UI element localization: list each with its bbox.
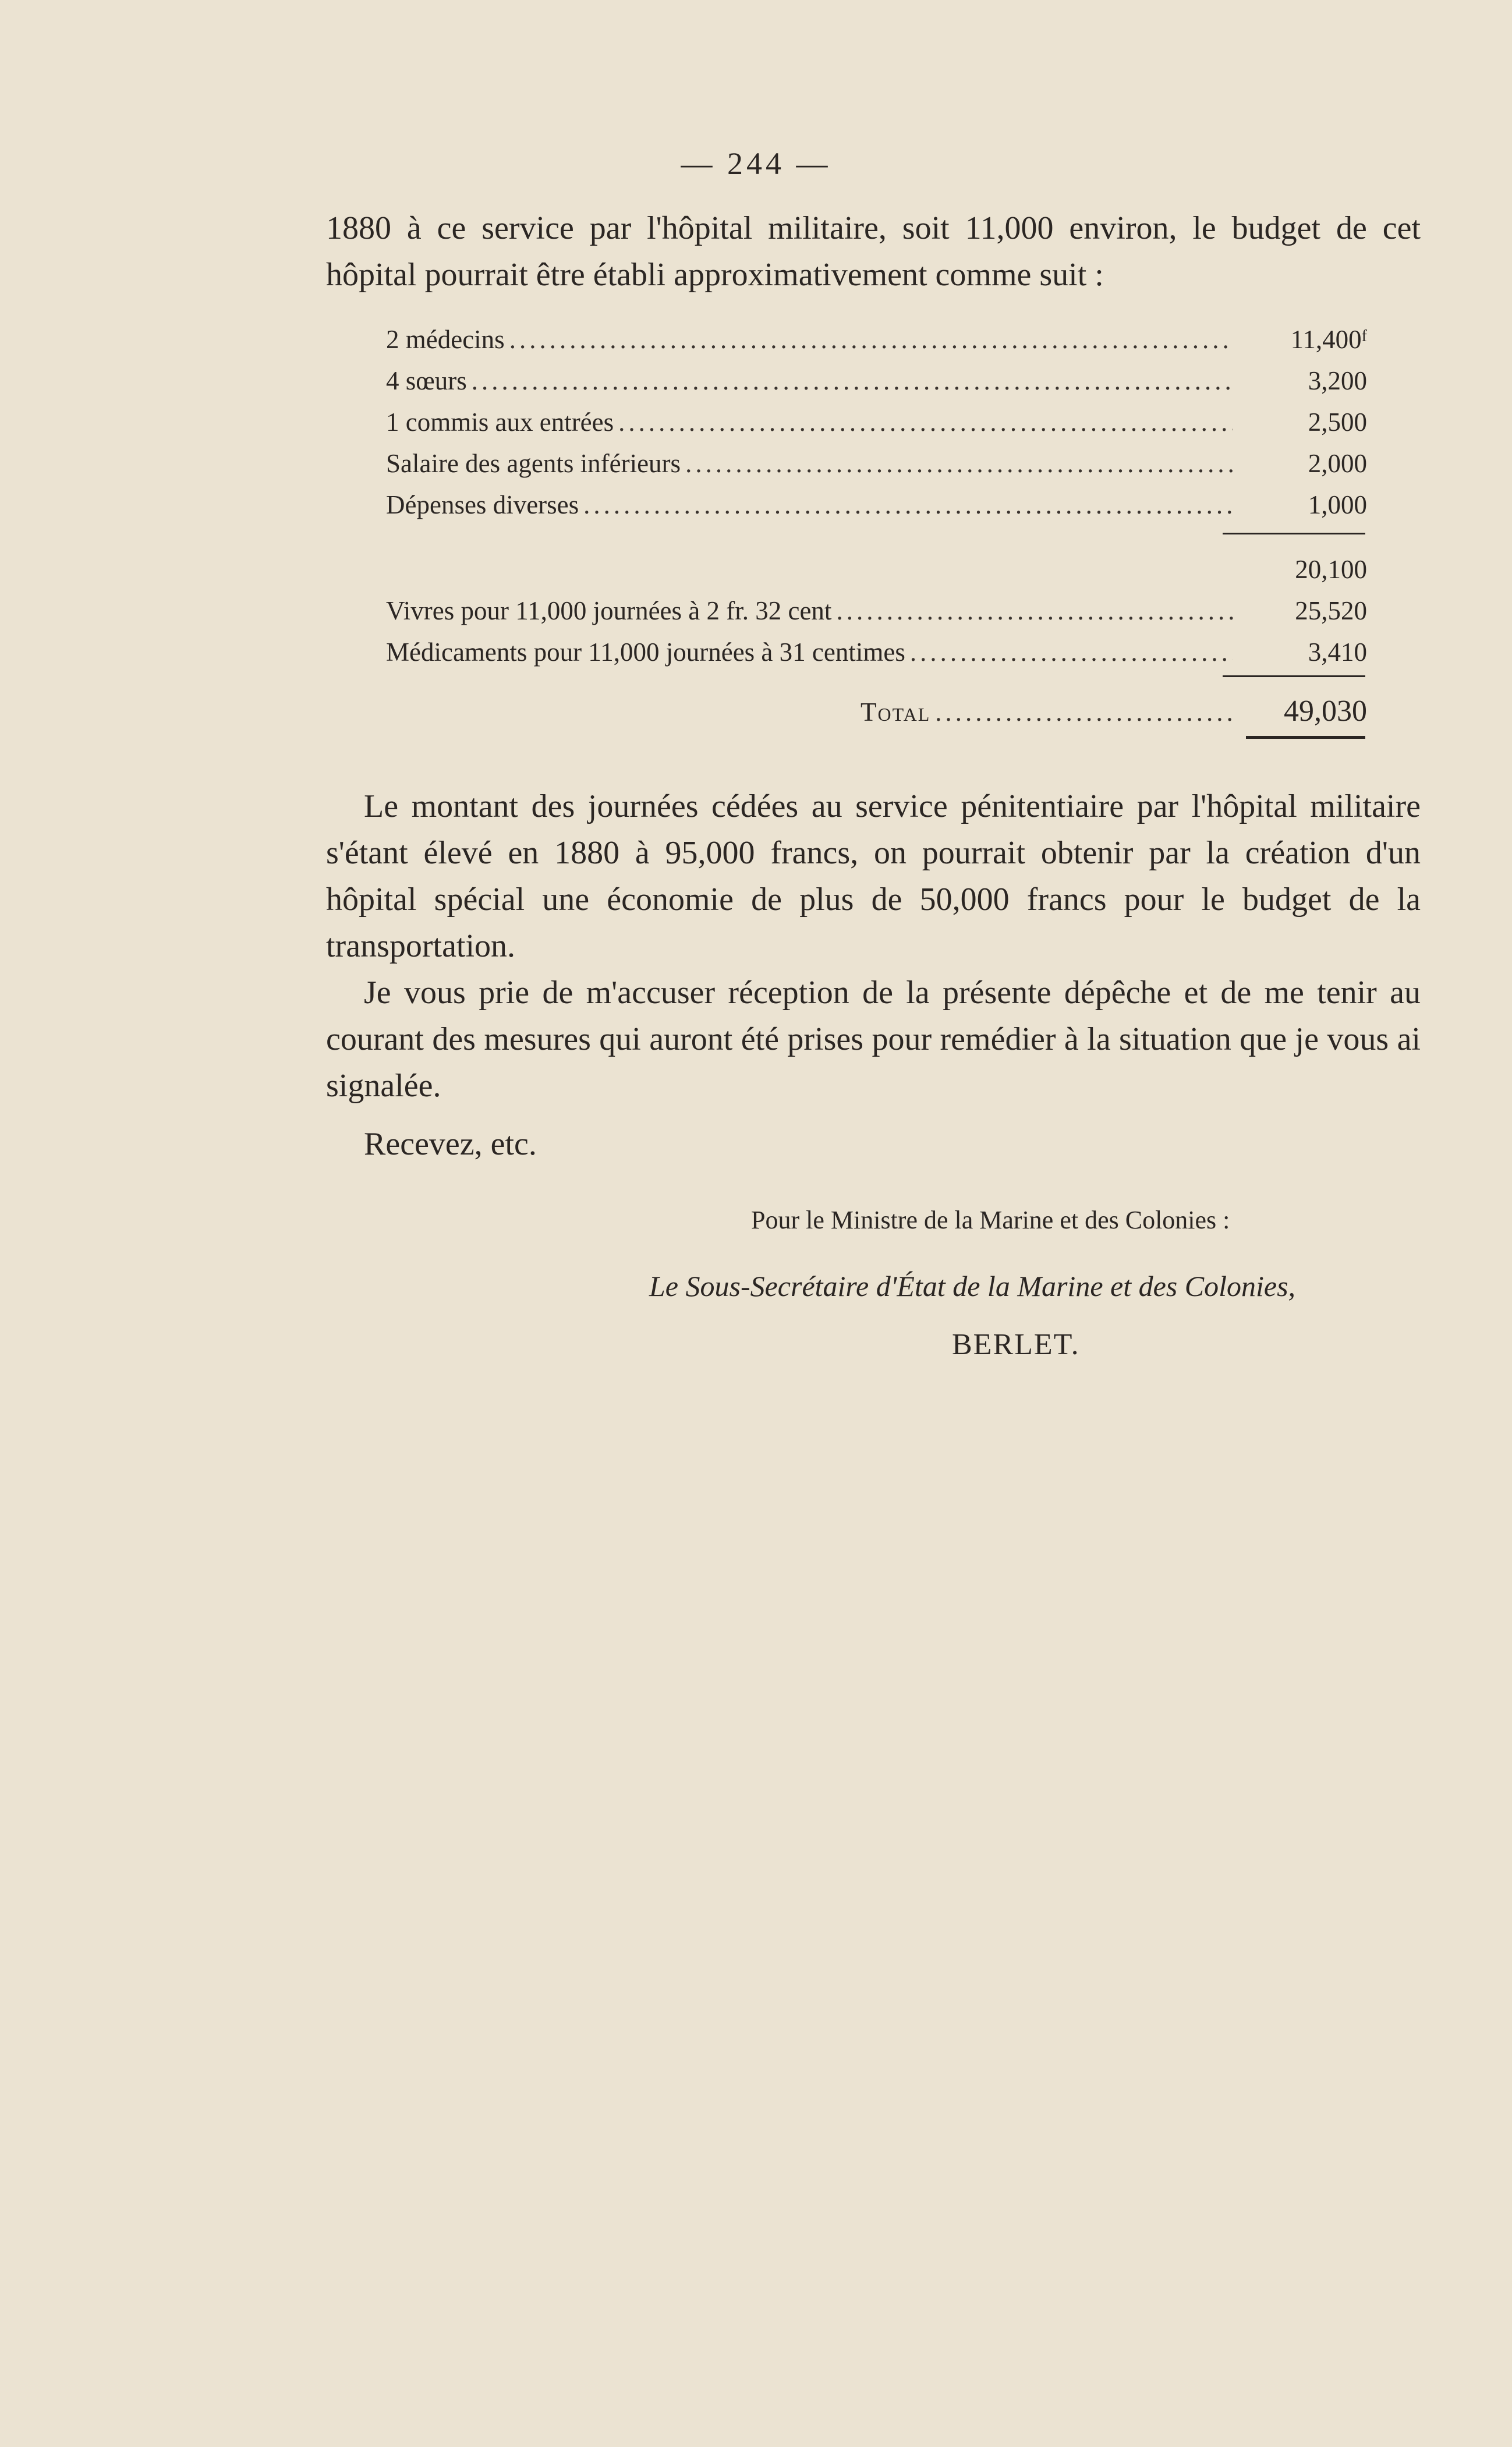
budget-label: 1 commis aux entrées	[386, 408, 614, 437]
spacer	[386, 526, 1367, 549]
dot-leader	[467, 360, 1233, 402]
budget-amount: 25,520	[1295, 596, 1367, 625]
budget-amount: 3,200	[1308, 366, 1367, 395]
dot-leader	[831, 590, 1233, 632]
dot-leader	[681, 443, 1233, 484]
dot-leader	[905, 632, 1233, 673]
signature-name: BERLET.	[952, 1328, 1080, 1361]
budget-amount: 1,000	[1308, 490, 1367, 519]
budget-amount: 2,500	[1308, 408, 1367, 437]
total-rule	[1223, 675, 1365, 677]
budget-row	[386, 590, 1367, 632]
budget-row	[386, 319, 1367, 360]
budget-label: 2 médecins	[386, 325, 505, 354]
dot-leader	[930, 692, 1233, 733]
currency-unit: f	[1361, 327, 1367, 345]
budget-label: Vivres pour 11,000 journées à 2 fr. 32 cent	[386, 596, 832, 625]
subtotal-rule	[1223, 533, 1365, 534]
budget-amount: 2,000	[1308, 449, 1367, 478]
budget-label: Salaire des agents inférieurs	[386, 449, 681, 478]
total-label: Total	[861, 697, 931, 727]
dot-leader	[579, 484, 1233, 526]
budget-amount: 3,410	[1308, 638, 1367, 667]
budget-row	[386, 484, 1367, 526]
signature-line-1: Pour le Ministre de la Marine et des Colonies :	[751, 1206, 1230, 1234]
total-underline	[1246, 736, 1365, 739]
total-row	[386, 690, 1367, 732]
budget-label: Médicaments pour 11,000 journées à 31 centimes	[386, 638, 905, 667]
page-number: — 244 —	[681, 146, 831, 181]
signature-line-2: Le Sous-Secrétaire d'État de la Marine et des Colonies,	[649, 1270, 1296, 1302]
budget-label: Dépenses diverses	[386, 490, 579, 519]
subtotal-row	[386, 549, 1367, 590]
body-paragraph: Je vous prie de m'accuser réception de la présente dépêche et de me tenir au courant des mesures qui auront été prises pour remédier à la situation que je vous ai signalée.	[326, 975, 1421, 1104]
budget-label: 4 sœurs	[386, 366, 467, 395]
budget-row	[386, 402, 1367, 443]
spacer	[386, 673, 1367, 690]
dot-leader	[614, 402, 1233, 443]
budget-row	[386, 443, 1367, 484]
body-paragraph: Le montant des journées cédées au service pénitentiaire par l'hôpital militaire s'étant élevé en 1880 à 95,000 francs, on pourrait obtenir par la création d'un hôpital spécial une économie de plus de 50,000 francs pour le budget de la transportation.	[326, 788, 1421, 964]
budget-table	[386, 319, 1367, 732]
budget-row	[386, 360, 1367, 402]
intro-paragraph: 1880 à ce service par l'hôpital militaire, soit 11,000 environ, le budget de cet hôpital pourrait être établi approximativement comme suit :	[326, 210, 1421, 293]
subtotal-amount: 20,100	[1295, 555, 1367, 584]
total-amount: 49,030	[1284, 695, 1367, 728]
budget-row	[386, 632, 1367, 673]
closing-line: Recevez, etc.	[364, 1126, 537, 1162]
budget-amount: 11,400$^f$	[1290, 325, 1367, 354]
dot-leader	[505, 319, 1233, 360]
